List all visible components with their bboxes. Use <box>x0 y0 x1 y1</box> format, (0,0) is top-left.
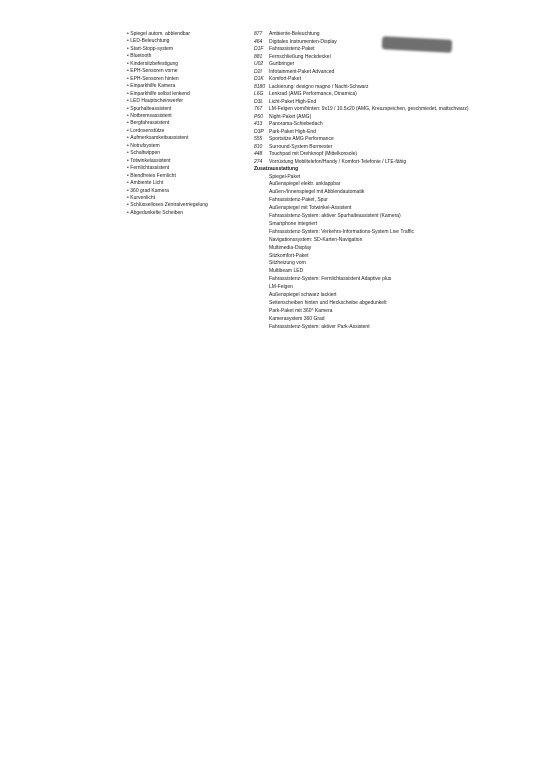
extra-equipment-item: Fahrassistenz-System: Verkehrs-Informations-System Live Traffic <box>269 228 414 235</box>
option-row <box>254 76 554 84</box>
option-code: D1F <box>254 46 264 52</box>
option-code: D3P <box>254 128 264 135</box>
extra-equipment-item: Sitzheizung vorn <box>269 260 306 267</box>
equipment-item: • Schaltwippen <box>127 150 247 157</box>
option-description: Fernschließung Heckdeckel <box>269 53 331 60</box>
equipment-item: • Kindersitzbefestigung <box>127 61 247 68</box>
option-description: Surround-System Burmester <box>269 143 333 150</box>
option-code: 8180 <box>254 83 266 90</box>
option-code: D1K <box>254 76 264 82</box>
option-description: Komfort-Paket <box>269 76 301 82</box>
option-description: Park-Paket High-End <box>269 128 316 135</box>
equipment-item: • Blendfreies Fernlicht <box>127 173 247 180</box>
extra-equipment-item: LM-Felgen <box>269 284 293 291</box>
option-description: Infotainment-Paket Advanced <box>269 68 335 75</box>
equipment-item: • Einparkhilfe selbst lenkend <box>127 91 247 98</box>
option-description: Vorrüstung Mobiltelefon/Handy / Komfort-Telefonie / LTE-fähig <box>269 158 407 165</box>
option-description: Lenkrad (AMG Performance, Dinamica) <box>269 91 357 97</box>
extra-equipment-heading: Zusatzausstattung <box>254 166 299 172</box>
option-description: Panorama-Schiebedach <box>269 121 323 127</box>
extra-equipment-item: Kamerasystem 360 Grad <box>269 315 325 322</box>
option-row <box>254 54 554 62</box>
option-code: L6G <box>254 91 264 97</box>
equipment-item: • Aufmerksamkeitsassistent <box>127 135 247 142</box>
equipment-item: • Notbremsassistent <box>127 113 247 120</box>
option-code: U02 <box>254 61 264 67</box>
option-row <box>254 114 554 122</box>
extra-equipment-item: Außen-/Innenspiegel mit Abblendautomatik <box>269 189 365 196</box>
option-code: 881 <box>254 53 263 60</box>
extra-equipment-item: Fahrassistenz-System: Fernlichtassistent Adaptive plus <box>269 276 392 283</box>
option-row <box>254 99 554 107</box>
option-code: 810 <box>254 143 263 150</box>
option-code: D2I <box>254 68 262 75</box>
equipment-list <box>127 31 247 217</box>
option-code: 413 <box>254 121 263 127</box>
equipment-item: • 360 grad Kamera <box>127 188 247 195</box>
extra-equipment-item: Außenspiegel schwarz lackiert <box>269 292 337 299</box>
extra-equipment-item: Seitenscheiben hinten und Heckscheibe abgedunkelt <box>269 300 387 306</box>
equipment-item: • LED Hauptscheinwerfer <box>127 98 247 105</box>
extra-equipment-item: Smartphone integriert <box>269 220 318 227</box>
extra-equipment-item: Fahrassistenz-Paket, Spur <box>269 197 328 204</box>
option-row <box>254 84 554 92</box>
equipment-item: • Lordosenstütze <box>127 128 247 135</box>
equipment-item: • Bluetooth <box>127 53 247 60</box>
extra-equipment-item: Außenspiegel elektr. anklappbar <box>269 181 341 188</box>
equipment-item: • Fernlichtassistent <box>127 165 247 172</box>
option-description: Ambiente-Beleuchtung <box>269 31 320 37</box>
equipment-item: • Spiegel autom. abblendbar <box>127 31 247 38</box>
equipment-item: • EPH-Sensoren vorne <box>127 68 247 75</box>
option-code: D3L <box>254 98 264 105</box>
option-row <box>254 69 554 77</box>
option-row <box>254 136 554 144</box>
equipment-item: • Spurhalteassistent <box>127 106 247 113</box>
option-row <box>254 106 554 114</box>
option-description: Sportsitze AMG Performance <box>269 136 334 142</box>
option-row <box>254 121 554 129</box>
option-description: Licht-Paket High-End <box>269 98 317 105</box>
equipment-item: • Kurvenlicht <box>127 195 247 202</box>
equipment-item: • Ambiente Licht <box>127 180 247 187</box>
option-code: P60 <box>254 113 263 120</box>
option-description: Touchpad mit Drehknopf (Mittelkonsole) <box>269 151 358 157</box>
equipment-item: • Notrufsystem <box>127 143 247 150</box>
equipment-item: • LED-Beleuchtung <box>127 38 247 45</box>
equipment-item: • Bergfahrassistent <box>127 120 247 127</box>
extra-equipment-list <box>254 174 554 332</box>
equipment-item: • Einparkhilfe Kamera <box>127 83 247 90</box>
extra-equipment-item: Sitzkomfort-Paket <box>269 252 309 259</box>
extra-equipment-item: Fahrassistenz-System: aktiver Park-Assistent <box>269 323 370 330</box>
equipment-item: • Abgedunkelte Scheiben <box>127 210 247 217</box>
option-row <box>254 159 554 167</box>
option-code: 274 <box>254 158 263 165</box>
extra-equipment-item: Navigationssystem: SD-Karten-Navigation <box>269 236 363 243</box>
equipment-item: • Schlüsselloses Zentralverriegelung <box>127 202 247 209</box>
option-description: LM-Felgen vorn/hinten: 9x19 / 10.5x20 (AMG, Kreuzspeichen, geschmiedet, mattschwarz) <box>269 106 469 112</box>
option-code: 448 <box>254 151 263 157</box>
option-description: Fahrassistenz-Paket <box>269 46 315 52</box>
extra-equipment-item: Fahrassistenz-System: aktiver Spurhalteassistent (Kamera) <box>269 213 401 220</box>
option-description: Gurtbringer <box>269 61 295 67</box>
option-codes-list <box>254 31 554 166</box>
equipment-item: • Start-Stopp-system <box>127 46 247 53</box>
option-code: 555 <box>254 136 263 142</box>
option-description: Lackierung: designo magno / Nacht-Schwarz <box>269 83 369 90</box>
option-code: 877 <box>254 31 263 37</box>
option-row <box>254 129 554 137</box>
option-row <box>254 91 554 99</box>
option-code: 464 <box>254 38 263 45</box>
extra-equipment-item: Multibeam LED <box>269 268 304 275</box>
equipment-item: • EPH-Sensoren hinten <box>127 76 247 83</box>
equipment-item: • Totwinkelassistent <box>127 158 247 165</box>
extra-equipment-item: Park-Paket mit 360° Kamera <box>269 307 333 314</box>
extra-equipment-item: Spiegel-Paket <box>269 173 301 180</box>
extra-equipment-item: Multimedia-Display <box>269 244 312 251</box>
option-row <box>254 144 554 152</box>
option-code: 767 <box>254 106 263 112</box>
option-row <box>254 61 554 69</box>
option-row <box>254 151 554 159</box>
option-description: Digitales Instrumenten-Display <box>269 38 337 45</box>
extra-equipment-item: Außenspiegel mit Totwinkel-Assistent <box>269 205 352 212</box>
option-description: Night-Paket (AMG) <box>269 113 312 120</box>
options-list <box>254 31 554 332</box>
